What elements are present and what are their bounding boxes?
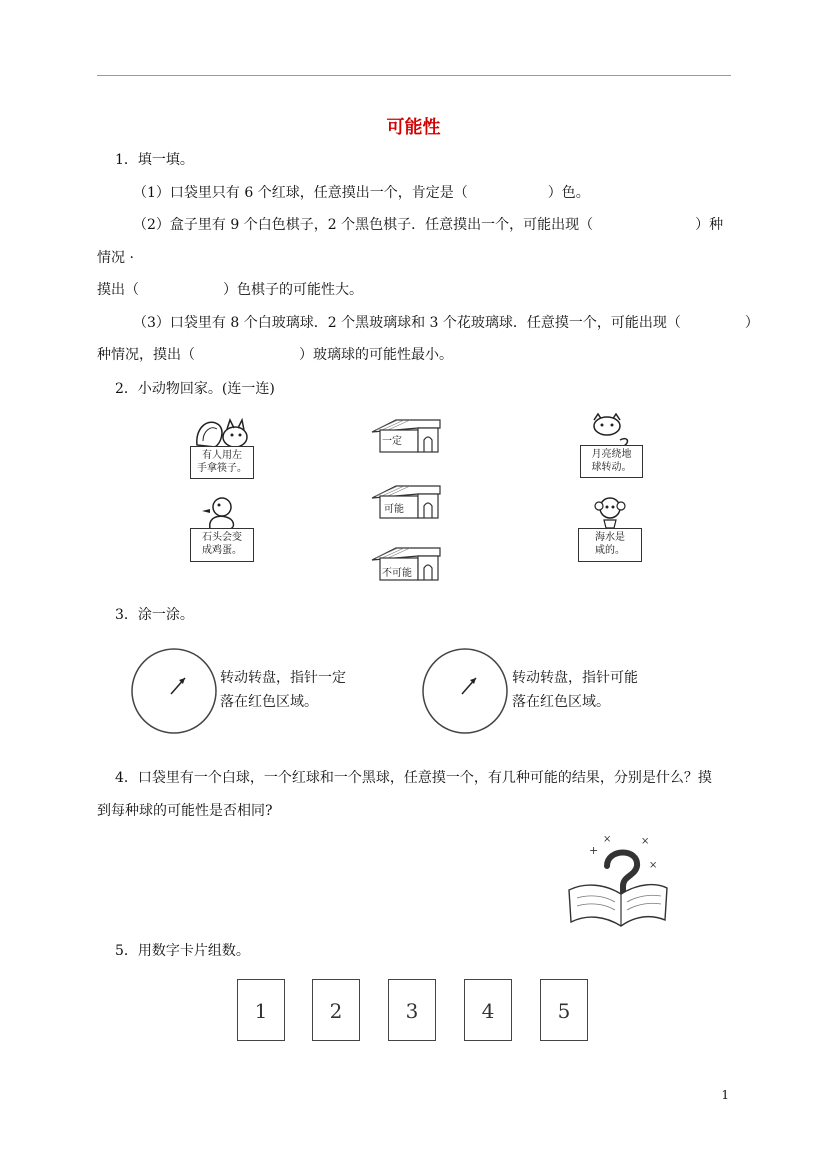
house-icon — [368, 418, 444, 454]
number-card-4: 4 — [464, 979, 512, 1041]
spinner-2 — [420, 648, 510, 734]
q1-sentence-2-cont: 情况 · — [97, 250, 134, 266]
right-card-1: 月亮绕地 球转动。 — [580, 445, 643, 478]
monkey-icon — [592, 494, 628, 530]
header-rule — [97, 75, 731, 76]
spinner-1 — [129, 648, 219, 734]
right-card-2: 海水是 咸的。 — [578, 528, 642, 562]
number-card-2: 2 — [312, 979, 360, 1041]
left-card-2: 石头会变 成鸡蛋。 — [190, 528, 254, 562]
house-icon — [368, 484, 444, 520]
duck-icon — [200, 495, 240, 531]
number-card-1: 1 — [237, 979, 285, 1041]
q4-line-1: 4．口袋里有一个白球，一个红球和一个黑球，任意摸一个，有几种可能的结果，分别是什么？摸 — [115, 770, 712, 786]
spinner-1-text: 转动转盘，指针一定 落在红色区域。 — [220, 670, 346, 710]
q1-heading: 1．填一填。 — [115, 152, 194, 168]
svg-text:×: × — [641, 836, 650, 847]
cat-icon — [588, 412, 632, 448]
spinner-2-text: 转动转盘，指针可能 落在红色区域。 — [512, 670, 638, 710]
q1-sentence-3: （3）口袋里有 8 个白玻璃球．2 个黑玻璃球和 3 个花玻璃球．任意摸一个，可能出现（ ） — [133, 315, 759, 331]
number-card-3: 3 — [388, 979, 436, 1041]
svg-text:×: × — [603, 834, 612, 845]
house-label-2: 可能 — [384, 504, 404, 515]
left-card-1: 有人用左 手拿筷子。 — [190, 446, 254, 479]
house-label-1: 一定 — [382, 436, 402, 447]
q1-sentence-3-cont: 种情况，摸出（ ）玻璃球的可能性最小。 — [97, 347, 453, 363]
q4-line-2: 到每种球的可能性是否相同? — [97, 803, 273, 819]
q1-sentence-2: （2）盒子里有 9 个白色棋子，2 个黑色棋子．任意摸出一个，可能出现（ ）种 — [133, 217, 724, 233]
q1-sentence-2-line3: 摸出（ ）色棋子的可能性大。 — [97, 282, 363, 298]
q2-heading: 2．小动物回家。(连一连) — [115, 381, 275, 397]
page-number: 1 — [721, 1088, 729, 1102]
question-book-icon — [565, 832, 670, 930]
svg-text:+: + — [589, 844, 599, 857]
page-title: 可能性 — [386, 117, 441, 138]
number-card-5: 5 — [540, 979, 588, 1041]
svg-text:×: × — [649, 860, 658, 871]
q5-heading: 5．用数字卡片组数。 — [115, 943, 250, 959]
house-label-3: 不可能 — [382, 568, 412, 579]
q3-heading: 3．涂一涂。 — [115, 607, 194, 623]
q1-sentence-1: （1）口袋里只有 6 个红球，任意摸出一个，肯定是（ ）色。 — [133, 185, 590, 201]
